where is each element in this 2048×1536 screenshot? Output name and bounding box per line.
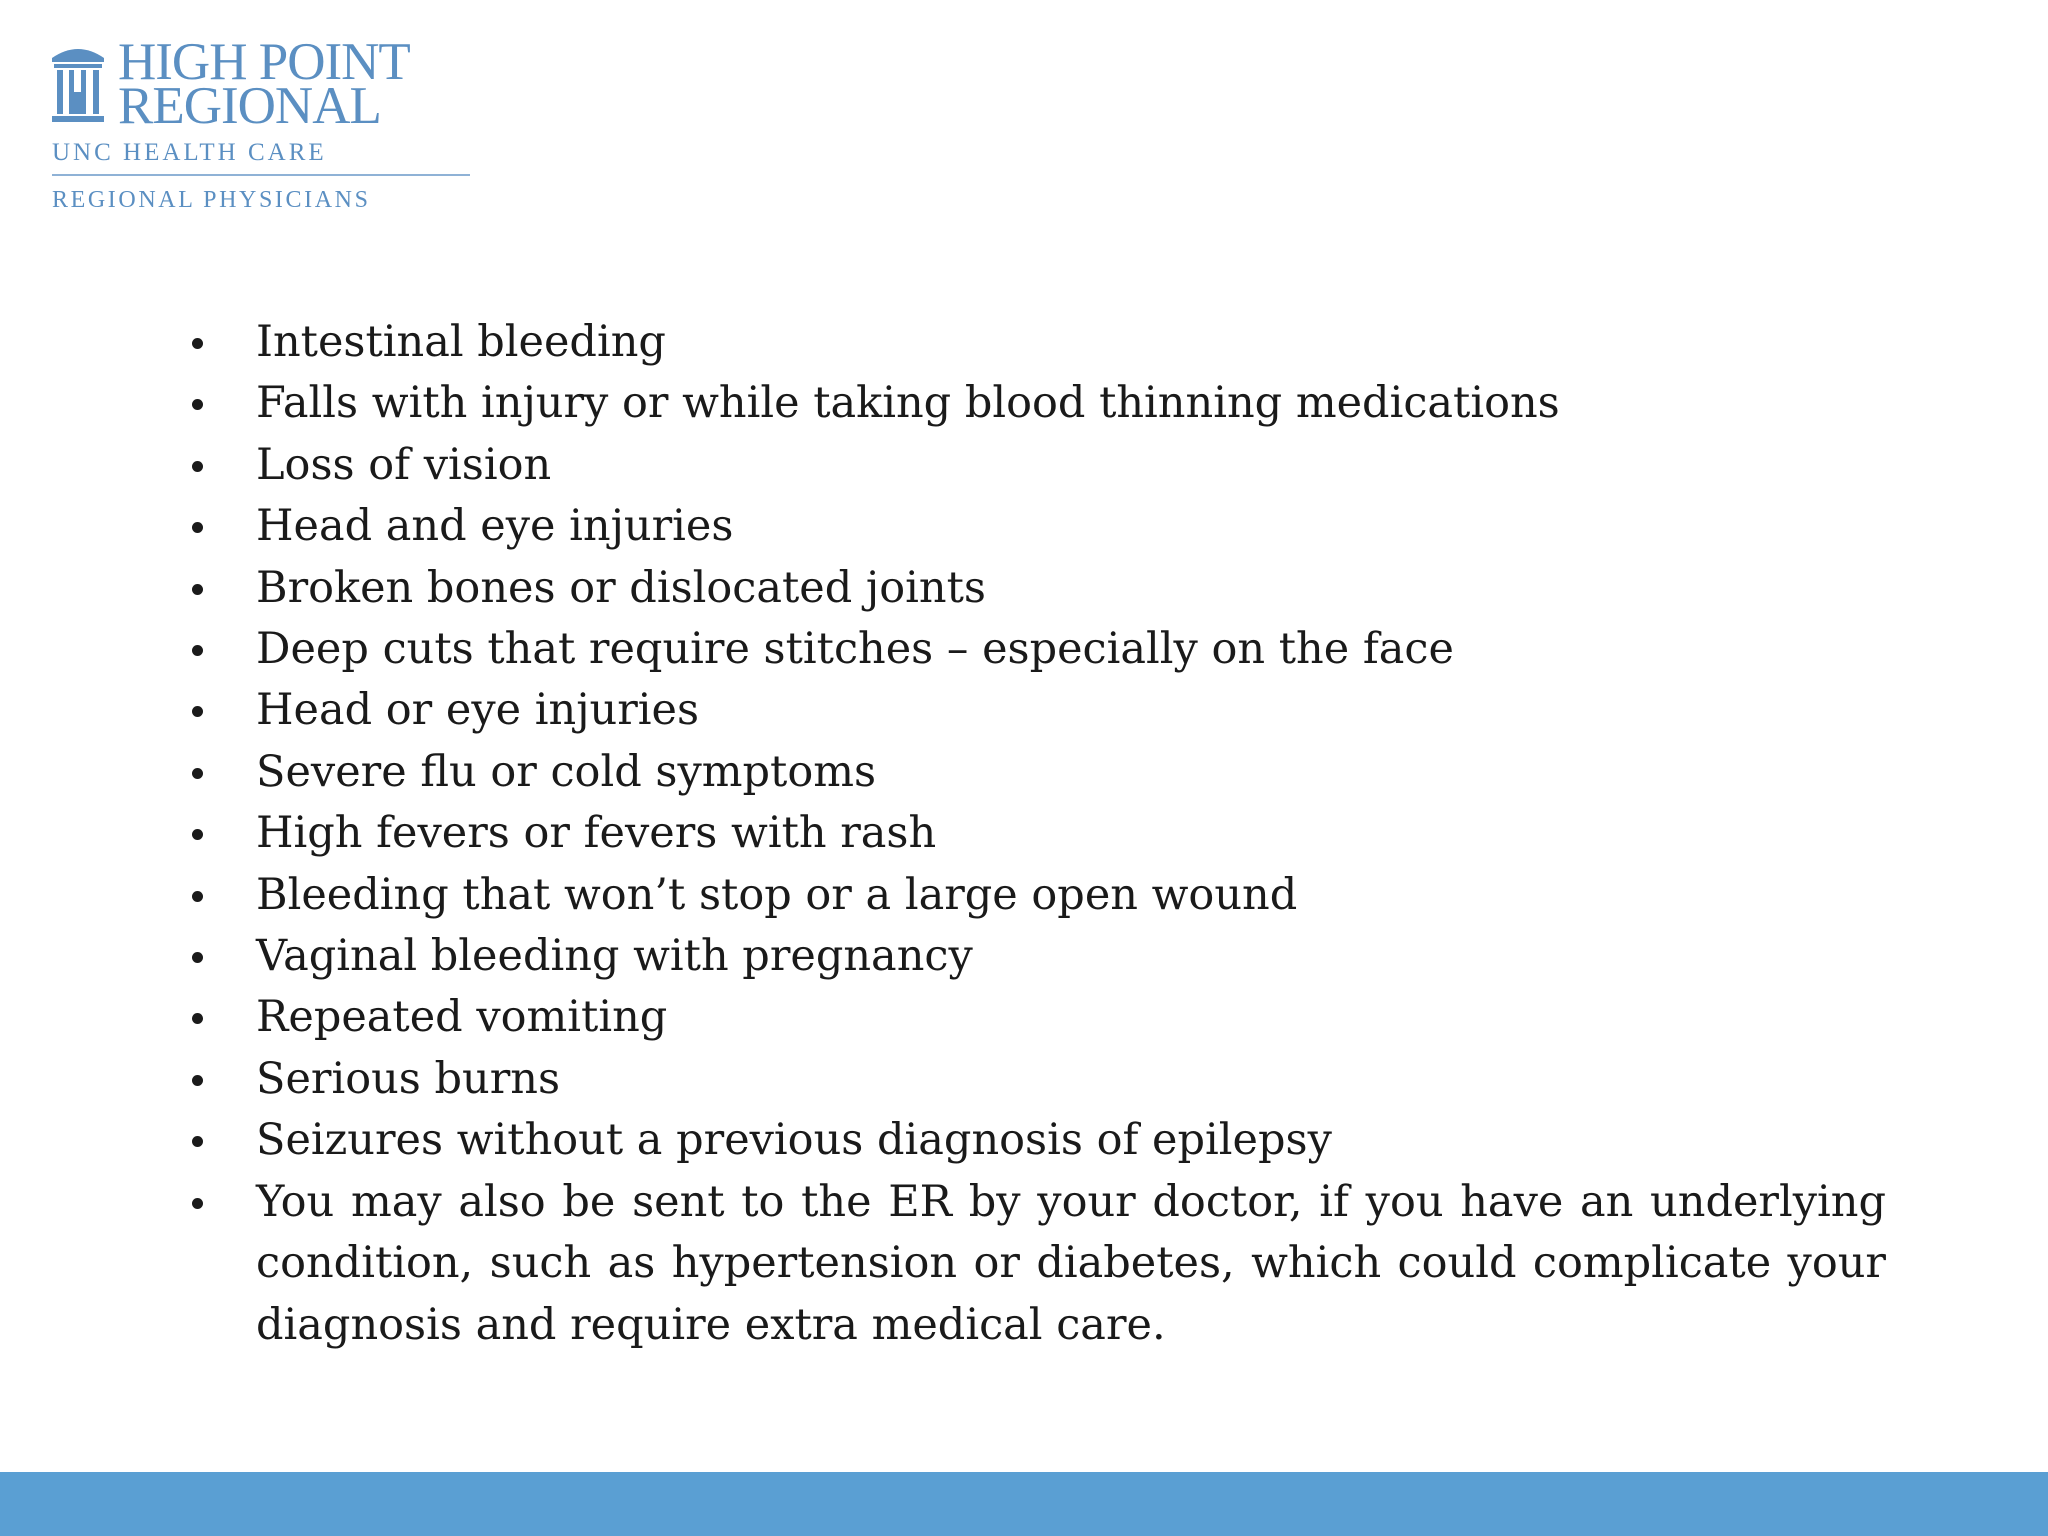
building-columns-icon bbox=[50, 40, 106, 124]
bullet-icon bbox=[192, 891, 203, 902]
bullet-icon bbox=[192, 952, 203, 963]
list-item bbox=[190, 926, 1890, 987]
list-item-text: Falls with injury or while taking blood thinning medications bbox=[256, 378, 1560, 429]
logo-divider bbox=[52, 174, 470, 176]
bullet-icon bbox=[192, 1136, 203, 1147]
list-item bbox=[190, 680, 1890, 741]
logo-subtitle-line1: UNC HEALTH CARE bbox=[52, 139, 327, 166]
logo-text-line1: HIGH POINT bbox=[118, 33, 410, 91]
list-item-text: Seizures without a previous diagnosis of epilepsy bbox=[256, 1115, 1332, 1166]
list-item-text: Severe flu or cold symptoms bbox=[256, 746, 877, 797]
logo-text-line2: REGIONAL bbox=[118, 77, 381, 135]
list-item bbox=[190, 558, 1890, 619]
list-item-text: Intestinal bleeding bbox=[256, 317, 666, 367]
list-item-text: Loss of vision bbox=[256, 439, 552, 490]
list-item bbox=[190, 373, 1890, 434]
bullet-icon bbox=[192, 1198, 203, 1209]
list-item bbox=[190, 1172, 1890, 1356]
list-item-text: Bleeding that won’t stop or a large open wound bbox=[256, 869, 1298, 920]
bullet-icon bbox=[192, 461, 203, 472]
list-item-text: Broken bones or dislocated joints bbox=[256, 562, 986, 613]
bullet-icon bbox=[192, 1075, 203, 1086]
list-item-text: High fevers or fevers with rash bbox=[256, 808, 937, 859]
bullet-icon bbox=[192, 645, 203, 656]
bullet-icon bbox=[192, 768, 203, 779]
list-item bbox=[190, 1110, 1890, 1171]
list-item bbox=[190, 987, 1890, 1048]
list-item bbox=[190, 435, 1890, 496]
list-item bbox=[190, 803, 1890, 864]
list-item bbox=[190, 619, 1890, 680]
list-item-text: Serious burns bbox=[256, 1053, 561, 1104]
bullet-icon bbox=[192, 584, 203, 595]
bullet-icon bbox=[192, 706, 203, 717]
list-item-text: Vaginal bleeding with pregnancy bbox=[256, 931, 973, 982]
bullet-list bbox=[190, 312, 1890, 1356]
list-item bbox=[190, 496, 1890, 557]
list-item-text: You may also be sent to the ER by your doctor, if you have an underlying condition, such as hypertension or diabetes, which could complicate your diagnosis and require extra medical care. bbox=[256, 1176, 1886, 1350]
bullet-icon bbox=[192, 829, 203, 840]
logo bbox=[48, 33, 478, 216]
bullet-icon bbox=[192, 522, 203, 533]
list-item-text: Repeated vomiting bbox=[256, 992, 668, 1043]
list-item-text: Head and eye injuries bbox=[256, 501, 734, 552]
bullet-icon bbox=[192, 1013, 203, 1024]
footer-bar bbox=[0, 1472, 2048, 1536]
bullet-icon bbox=[192, 338, 203, 349]
list-item bbox=[190, 1049, 1890, 1110]
list-item bbox=[190, 742, 1890, 803]
bullet-icon bbox=[192, 399, 203, 410]
list-item-text: Deep cuts that require stitches – especially on the face bbox=[256, 624, 1454, 675]
list-item-text: Head or eye injuries bbox=[256, 685, 700, 736]
logo-subtitle-line2: REGIONAL PHYSICIANS bbox=[52, 187, 371, 213]
list-item bbox=[190, 312, 1890, 373]
list-item bbox=[190, 865, 1890, 926]
